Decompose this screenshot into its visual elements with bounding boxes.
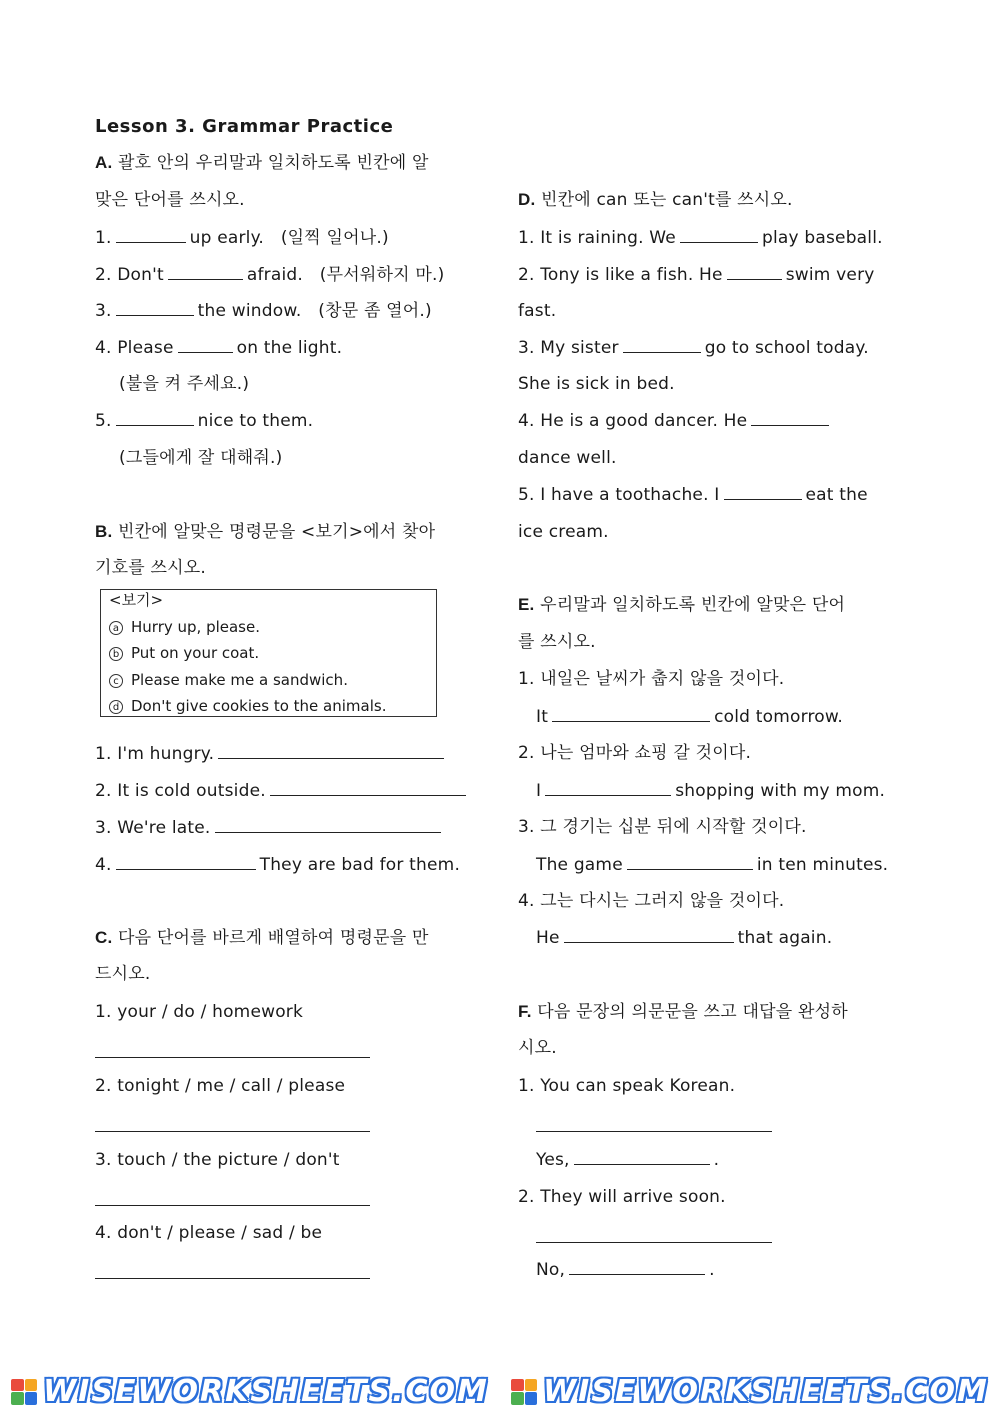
e-item-3: The game in ten minutes. — [536, 855, 889, 875]
d-item-5: 5. I have a toothache. I eat the — [518, 485, 868, 505]
d-item-3-cont: She is sick in bed. — [518, 374, 675, 394]
e-item-2: I shopping with my mom. — [536, 781, 886, 801]
c-item-3: 3. touch / the picture / don't — [95, 1150, 340, 1170]
example-option: a Hurry up, please. — [109, 617, 260, 637]
e-item-3-korean: 3. 그 경기는 십분 뒤에 시작할 것이다. — [518, 817, 807, 837]
e-item-1-korean: 1. 내일은 날씨가 춥지 않을 것이다. — [518, 669, 785, 689]
answer-blank[interactable] — [116, 300, 194, 316]
answer-blank[interactable] — [218, 743, 444, 759]
example-option: b Put on your coat. — [109, 643, 259, 663]
section-a-instruction-cont: 맞은 단어를 쓰시오. — [95, 190, 245, 210]
d-item-2-cont: fast. — [518, 301, 557, 321]
example-option: d Don't give cookies to the animals. — [109, 696, 386, 716]
section-b-instruction-cont: 기호를 쓰시오. — [95, 558, 206, 578]
answer-blank[interactable] — [168, 264, 243, 280]
answer-line[interactable] — [536, 1131, 772, 1132]
d-item-5-cont: ice cream. — [518, 522, 609, 542]
answer-blank[interactable] — [680, 227, 758, 243]
d-item-1: 1. It is raining. We play baseball. — [518, 228, 883, 248]
answer-blank[interactable] — [116, 410, 194, 426]
d-item-3: 3. My sister go to school today. — [518, 338, 869, 358]
answer-blank[interactable] — [627, 854, 753, 870]
c-item-1: 1. your / do / homework — [95, 1002, 304, 1022]
section-c-instruction: C. 다음 단어를 바르게 배열하여 명령문을 만 — [95, 928, 429, 948]
f-item-2: 2. They will arrive soon. — [518, 1187, 726, 1207]
answer-blank[interactable] — [564, 927, 734, 943]
section-c-instruction-cont: 드시오. — [95, 964, 151, 984]
logo-text: WISEWORKSHEETS.COM — [43, 1374, 489, 1409]
answer-blank[interactable] — [116, 854, 256, 870]
footer-watermark — [0, 1372, 1000, 1411]
section-f-instruction-cont: 시오. — [518, 1038, 557, 1058]
answer-line[interactable] — [95, 1205, 370, 1206]
section-f-instruction: F. 다음 문장의 의문문을 쓰고 대답을 완성하 — [518, 1002, 848, 1022]
footer-logo[interactable] — [511, 1374, 989, 1409]
answer-blank[interactable] — [215, 817, 441, 833]
answer-blank[interactable] — [552, 706, 710, 722]
answer-blank[interactable] — [574, 1149, 710, 1165]
answer-blank[interactable] — [116, 227, 186, 243]
e-item-4-korean: 4. 그는 다시는 그러지 않을 것이다. — [518, 891, 785, 911]
answer-blank[interactable] — [270, 780, 466, 796]
answer-blank[interactable] — [545, 780, 671, 796]
logo-badge-icon — [511, 1379, 537, 1405]
answer-blank[interactable] — [724, 484, 802, 500]
a-item-1: 1. up early. (일찍 일어나.) — [95, 228, 389, 248]
a-item-4-korean: (불을 켜 주세요.) — [119, 374, 250, 394]
c-item-2: 2. tonight / me / call / please — [95, 1076, 346, 1096]
answer-blank[interactable] — [727, 264, 782, 280]
b-item-2: 2. It is cold outside. — [95, 780, 470, 802]
a-item-4: 4. Please on the light. — [95, 338, 343, 358]
c-item-4: 4. don't / please / sad / be — [95, 1223, 323, 1243]
e-item-1: It cold tomorrow. — [536, 707, 844, 727]
example-box — [100, 589, 437, 717]
d-item-4-cont: dance well. — [518, 448, 617, 468]
logo-text: WISEWORKSHEETS.COM — [543, 1374, 989, 1409]
f-item-1: 1. You can speak Korean. — [518, 1076, 736, 1096]
answer-blank[interactable] — [751, 410, 829, 426]
section-a-instruction: A. 괄호 안의 우리말과 일치하도록 빈칸에 알 — [95, 153, 429, 173]
logo-badge-icon — [11, 1379, 37, 1405]
section-e-instruction-cont: 를 쓰시오. — [518, 632, 596, 652]
e-item-4: He that again. — [536, 928, 833, 948]
example-box-title: <보기> — [109, 591, 164, 609]
b-item-4: 4. They are bad for them. — [95, 855, 461, 875]
f-item-1-answer: Yes, . — [536, 1150, 720, 1170]
b-item-1: 1. I'm hungry. — [95, 743, 448, 765]
footer-logo[interactable] — [11, 1374, 489, 1409]
section-e-instruction: E. 우리말과 일치하도록 빈칸에 알맞은 단어 — [518, 595, 846, 615]
answer-blank[interactable] — [569, 1259, 705, 1275]
a-item-3: 3. the window. (창문 좀 열어.) — [95, 301, 432, 321]
a-item-5: 5. nice to them. — [95, 411, 314, 431]
section-b-instruction: B. 빈칸에 알맞은 명령문을 <보기>에서 찾아 — [95, 522, 436, 542]
page-title: Lesson 3. Grammar Practice — [95, 116, 394, 137]
b-item-3: 3. We're late. — [95, 817, 445, 839]
answer-line[interactable] — [95, 1131, 370, 1132]
example-option: c Please make me a sandwich. — [109, 670, 348, 690]
e-item-2-korean: 2. 나는 엄마와 쇼핑 갈 것이다. — [518, 743, 752, 763]
answer-line[interactable] — [95, 1057, 370, 1058]
d-item-2: 2. Tony is like a fish. He swim very — [518, 265, 875, 285]
a-item-2: 2. Don't afraid. (무서워하지 마.) — [95, 265, 445, 285]
f-item-2-answer: No, . — [536, 1260, 715, 1280]
answer-blank[interactable] — [623, 337, 701, 353]
answer-blank[interactable] — [178, 337, 233, 353]
answer-line[interactable] — [95, 1278, 370, 1279]
a-item-5-korean: (그들에게 잘 대해줘.) — [119, 448, 283, 468]
section-d-instruction: D. 빈칸에 can 또는 can't를 쓰시오. — [518, 190, 793, 210]
d-item-4: 4. He is a good dancer. He — [518, 410, 833, 432]
answer-line[interactable] — [536, 1242, 772, 1243]
